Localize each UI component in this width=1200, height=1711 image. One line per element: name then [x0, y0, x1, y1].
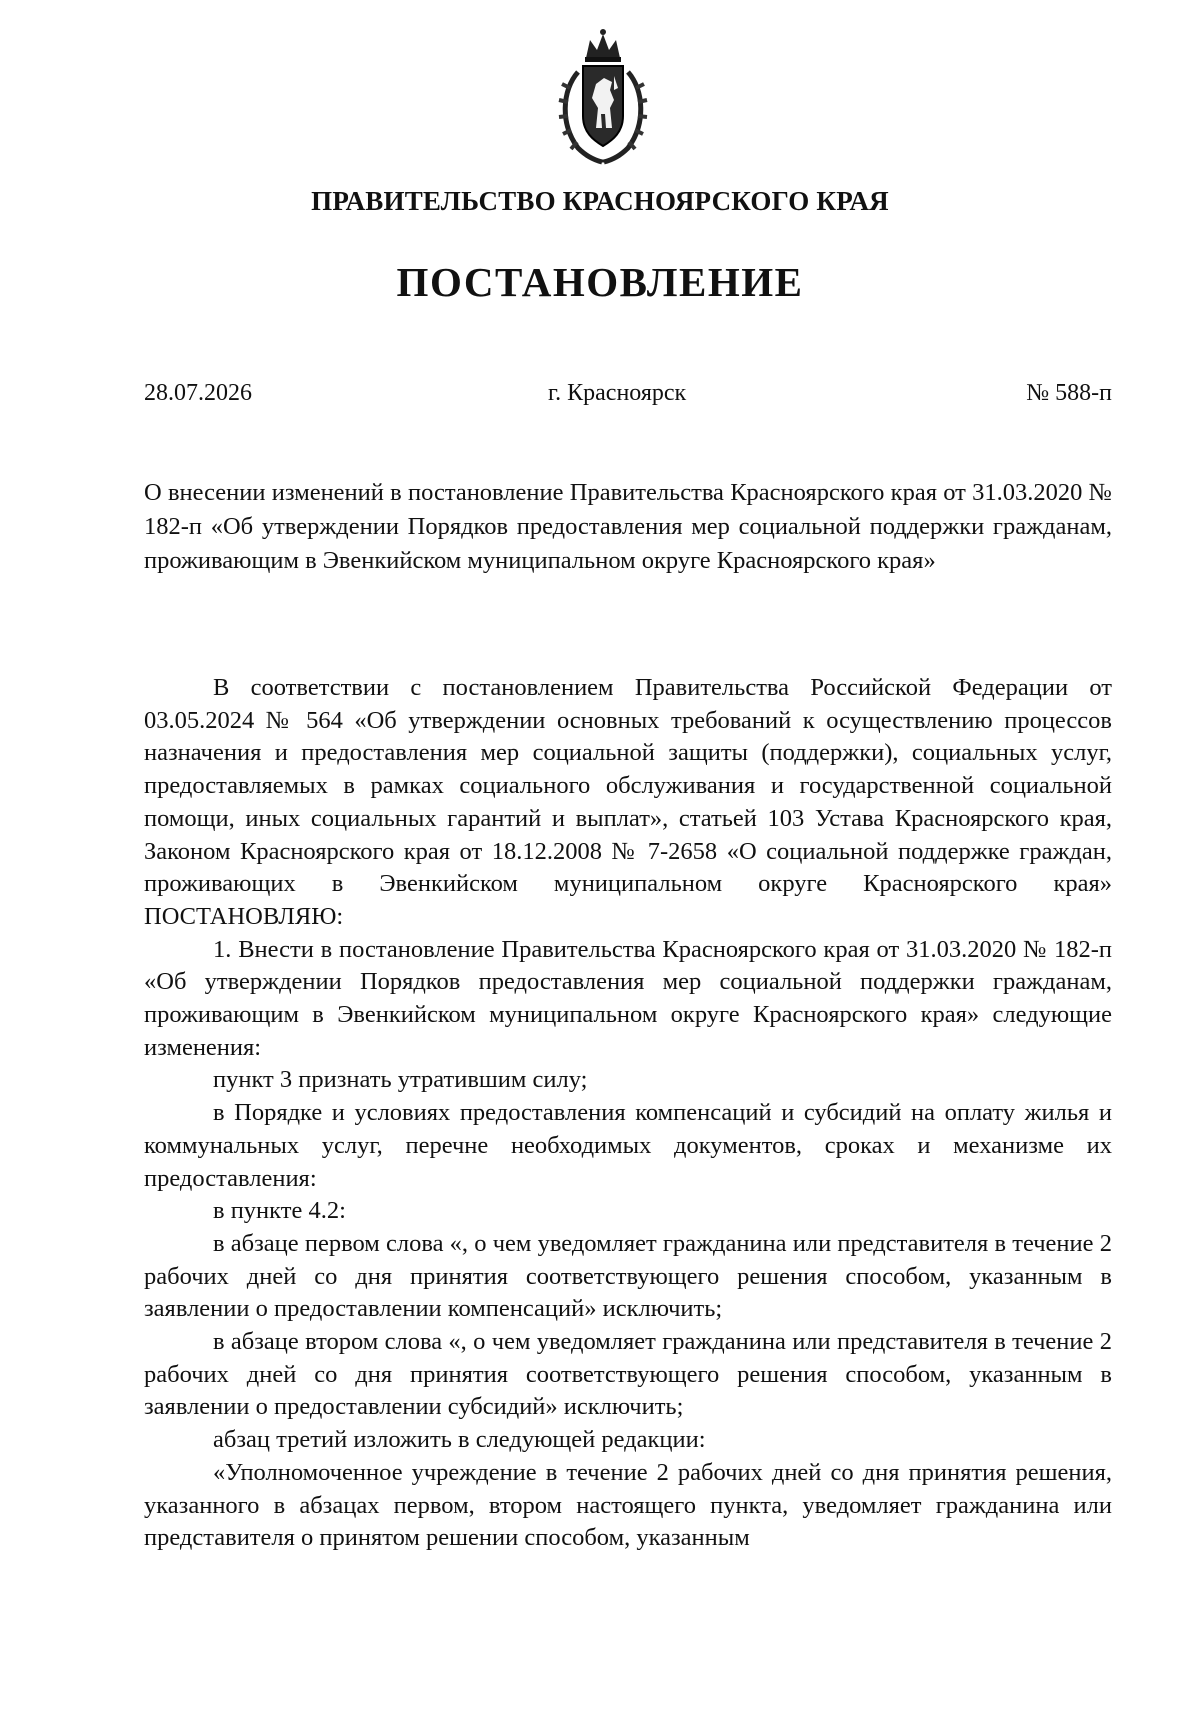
coat-of-arms-icon	[556, 28, 650, 166]
body-paragraph: 1. Внести в постановление Правительства Красноярского края от 31.03.2020 № 182-п «Об утверждении Порядков предоставления мер социальной поддержки гражданам, проживающим в Эвенкийском муниципальном округе Красноярского края» следующие изменения:	[144, 935, 1112, 1061]
body-paragraph: «Уполномоченное учреждение в течение 2 рабочих дней со дня принятия решения, указанного в абзацах первом, втором настоящего пункта, уведомляет гражданина или представителя о принятом решении способом, указанным	[144, 1458, 1112, 1552]
body-paragraph: в абзаце первом слова «, о чем уведомляет гражданина или представителя в течение 2 рабочих дней со дня принятия соответствующего решения способом, указанным в заявлении о предоставлении компенсаций» исключить;	[144, 1229, 1112, 1323]
document-city: г. Красноярск	[548, 380, 687, 406]
government-name: ПРАВИТЕЛЬСТВО КРАСНОЯРСКОГО КРАЯ	[311, 186, 889, 216]
document-number: № 588-п	[1026, 380, 1112, 406]
body-paragraph: в пункте 4.2:	[213, 1197, 346, 1225]
body-paragraph: в абзаце втором слова «, о чем уведомляет гражданина или представителя в течение 2 рабочих дней со дня принятия соответствующего решения способом, указанным в заявлении о предоставлении субсидий» исключить;	[144, 1328, 1112, 1421]
document-type: ПОСТАНОВЛЕНИЕ	[396, 259, 804, 305]
body-paragraph: пункт 3 признать утратившим силу;	[213, 1066, 588, 1094]
title-text: О внесении изменений в постановление Правительства Красноярского края от 31.03.2020 № 182-п «Об утверждении Порядков предоставления мер социальной поддержки гражданам, проживающим в Эвенкийском муниципальном округе Красноярского края»	[144, 479, 1112, 574]
document-date: 28.07.2026	[144, 380, 252, 406]
body-paragraph: В соответствии с постановлением Правительства Российской Федерации от 03.05.2024 № 564 «Об утверждении основных требований к осуществлению процессов назначения и предоставления мер социальной защиты (поддержки), социальных услуг, предоставляемых в рамках социального обслуживания и государственной социальной помощи, иных социальных гарантий и выплат», статьей 103 Устава Красноярского края, Законом Красноярского края от 18.12.2008 № 7-2658 «О социальной поддержке граждан, проживающих в Эвенкийском муниципальном округе Красноярского края» ПОСТАНОВЛЯЮ:	[144, 674, 1112, 930]
document-title	[144, 476, 1112, 578]
document-body	[144, 672, 1112, 1555]
body-paragraph: абзац третий изложить в следующей редакции:	[213, 1426, 706, 1454]
body-paragraph: в Порядке и условиях предоставления компенсаций и субсидий на оплату жилья и коммунальных услуг, перечне необходимых документов, сроках и механизме их предоставления:	[144, 1099, 1112, 1192]
